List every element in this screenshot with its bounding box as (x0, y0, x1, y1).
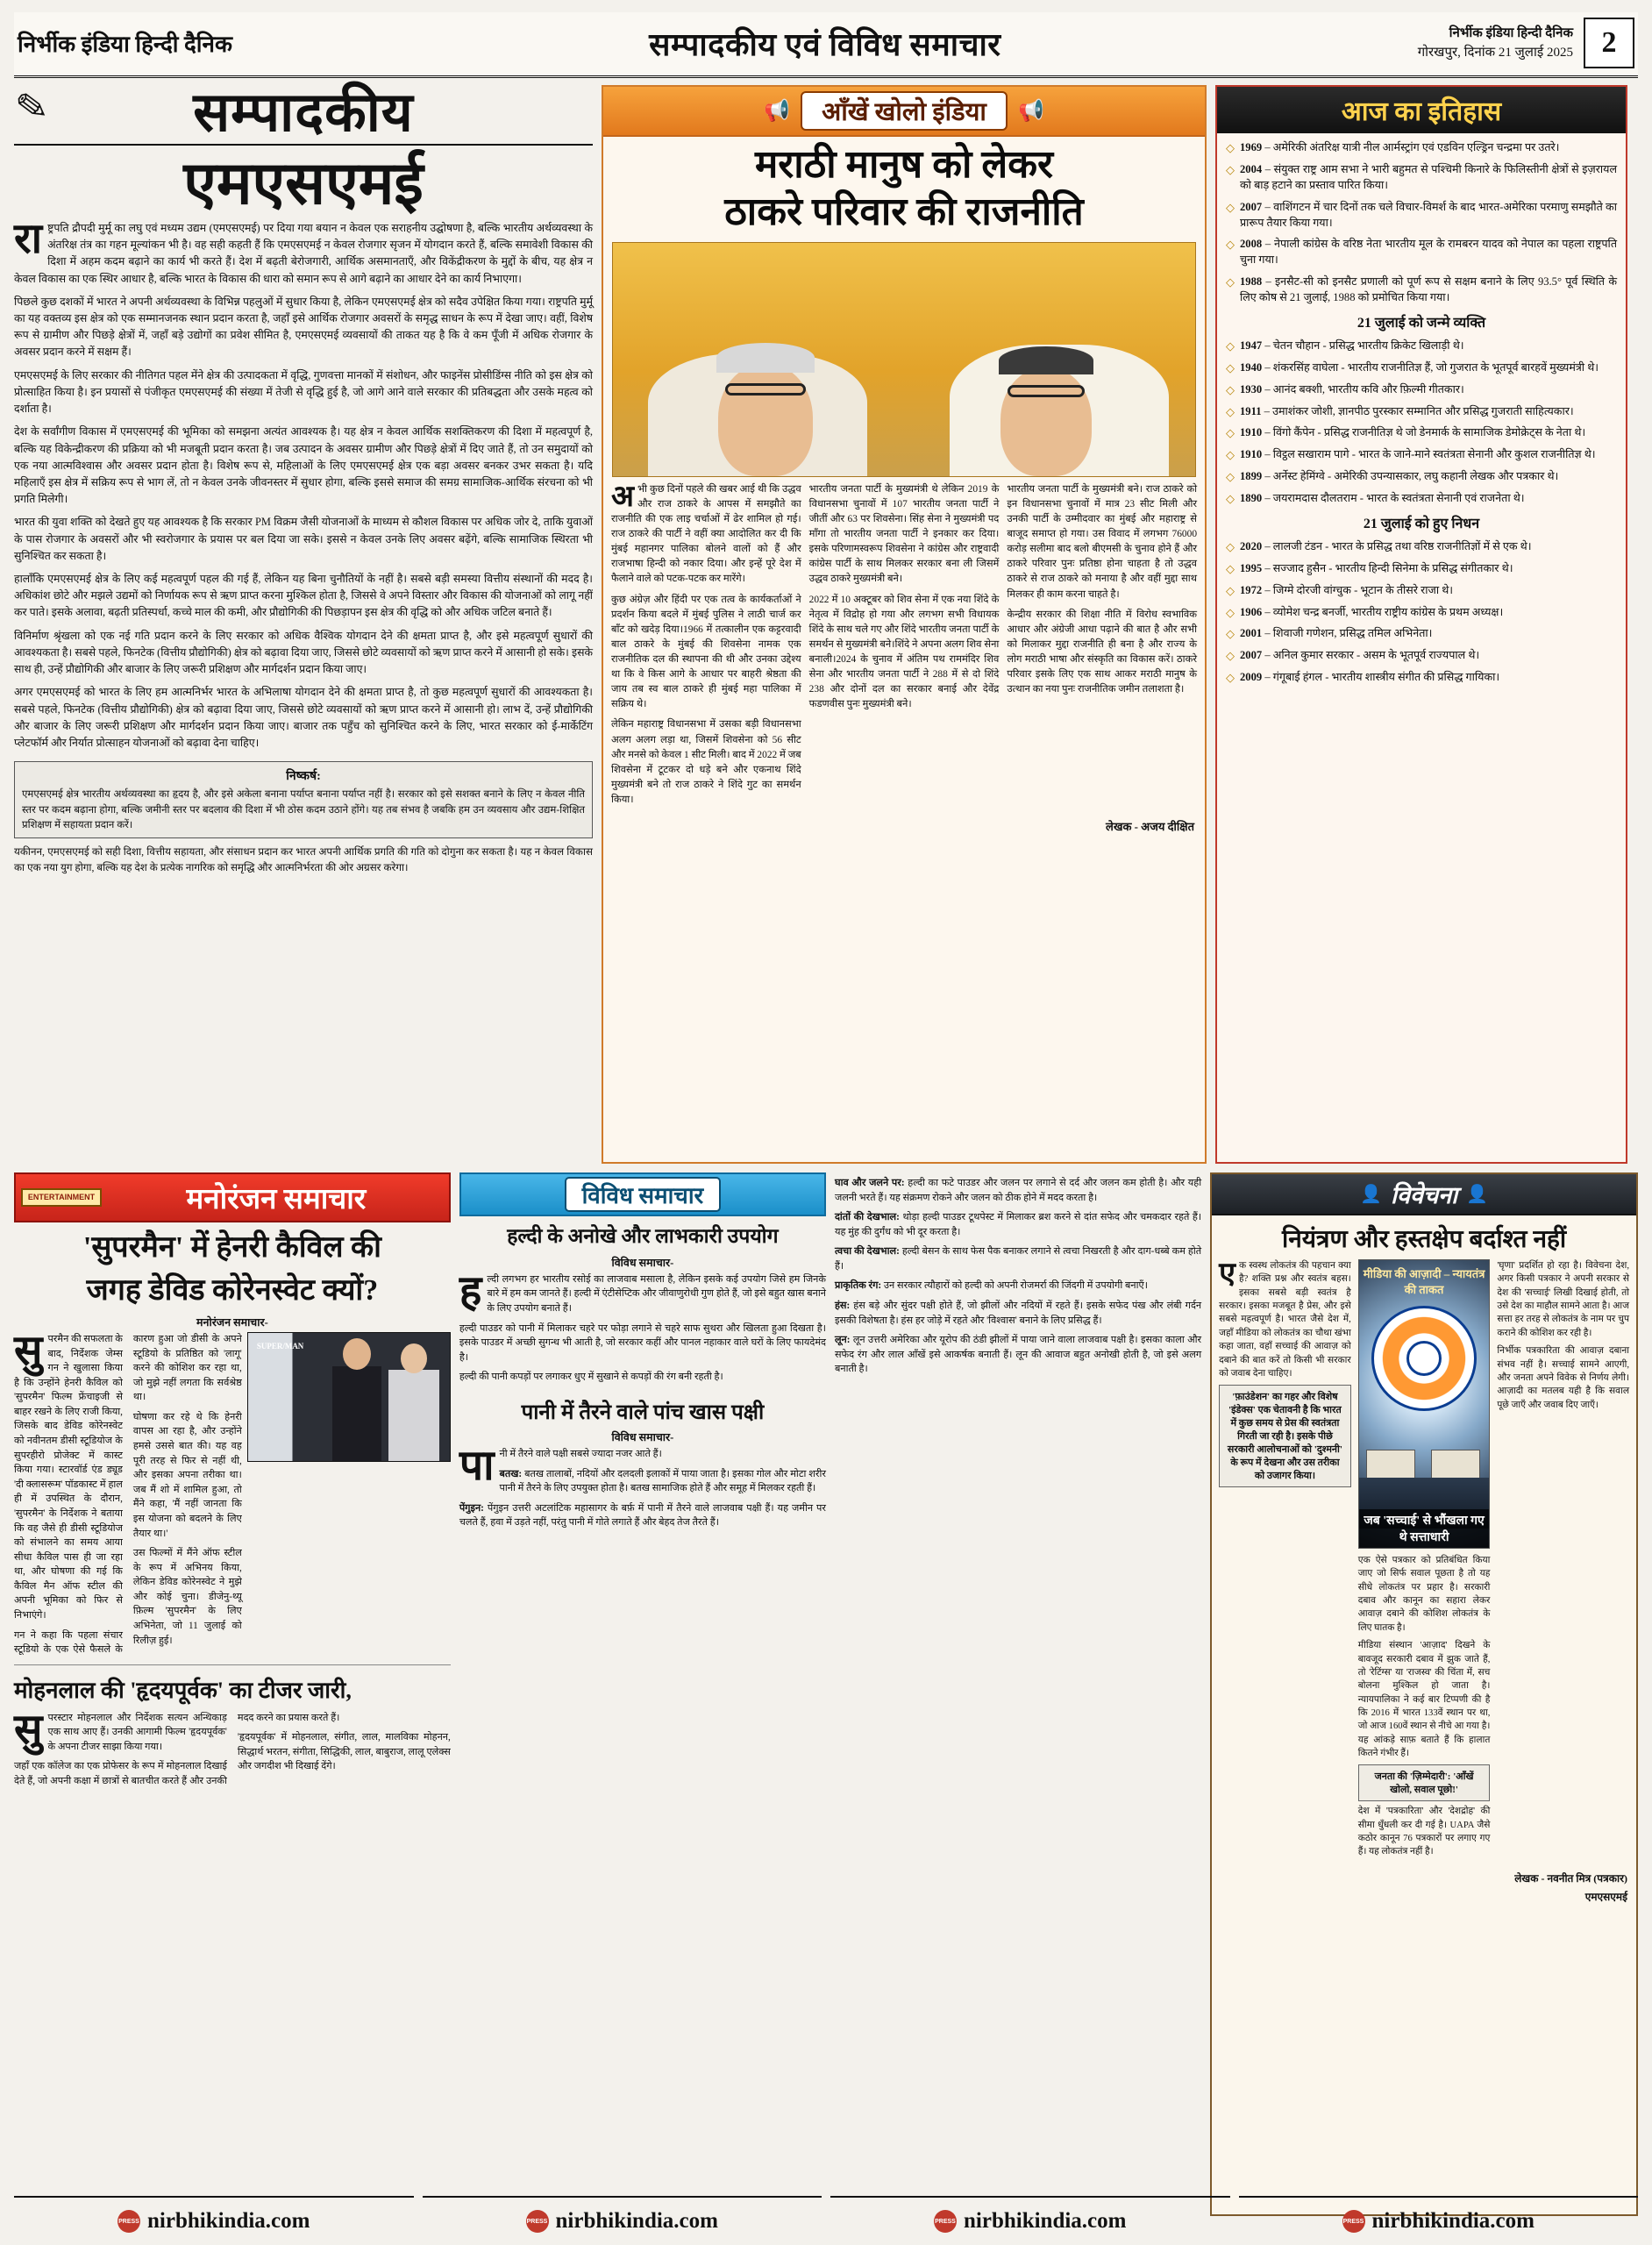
conclusion-label: निष्कर्ष: (286, 770, 321, 784)
footer-cell (830, 2196, 1230, 2245)
history-header (1217, 87, 1626, 133)
death-text: जिग्मे दोरजी वांग्चुक - भूटान के तीसरे राजा थे। (1272, 583, 1454, 596)
history-body (1217, 133, 1626, 699)
megaphone-icon-right: 📢 (1017, 99, 1044, 123)
bird-heading: हंस: (834, 1301, 851, 1312)
editorial-conclusion-box (14, 761, 593, 838)
mid-para: कुछ अंग्रेज़ और हिंदी पर एक तत्व के कार्यकर्ताओं ने प्रदर्शन किया बदले में मुंबई पुलिस ने लाठी चार्ज कर बाँट को खदेड़ दिया।1966 में तत्कालीन एक कट्टरवादी बाल ठाकरे के मुंबई की शिवसेना नामक एक राजनीतिक दल की स्थापना की थी और उनका उद्देश्य था कि वे किस आगे के आधार पर बाहरी श्रेष्ठता की जाय तब स्व बाल ठाकरे ही मुंबई महा पालिका में सक्रिय थे। (611, 594, 801, 710)
history-event: ◇ 2004 – संयुक्त राष्ट्र आम सभा ने भारी बहुमत से पश्चिमी किनारे के फिलिस्तीनी क्षेत्रों से इज़रायल को बाड़ हटाने का प्रस्ताव पारित किया। (1226, 162, 1617, 194)
quill-icon: ✎ (12, 83, 52, 132)
conclusion-text: एमएसएमई क्षेत्र भारतीय अर्थव्यवस्था का हृदय है, और इसे अकेला बनाना पर्याप्त बनाना पर्याप्त नहीं है। सरकार को इसे सशक्त बनाने के लिए न केवल नीति स्तर पर कदम बढ़ाना होगा, बल्कि जमीनी स्तर पर बदलाव की दिशा में भी ठोस कदम उठाने होंगे। यह तब संभव है जबकि हम उन व्यवसाय और उद्यम-शिक्षित प्रशिक्षण में सहायता प्रदान करें। (22, 788, 585, 831)
entertainment-banner (14, 1172, 451, 1222)
death-text: लालजी टंडन - भारत के प्रसिद्ध तथा वरिष्ठ राजनीतिज्ञों में से एक थे। (1272, 539, 1532, 552)
vividh-banner (459, 1172, 826, 1216)
entertainment-column (14, 1172, 451, 2216)
death-item: ◇ 2001 – शिवाजी गणेशन, प्रसिद्ध तमिल अभिनेता। (1226, 627, 1433, 641)
vividh-column-right (835, 1172, 1201, 2216)
history-heading: आज का इतिहास (1341, 97, 1502, 126)
editorial-column (14, 85, 593, 1164)
birth-text: विंगो कैंपेन - प्रसिद्ध राजनीतिज्ञ थे जो डेनमार्क के सामाजिक डेमोक्रेट्स के नेता थे। (1272, 426, 1586, 439)
diamond-bullet-icon: ◇ (1226, 561, 1235, 575)
mid-headline-line1: मराठी मानुष को लेकर (754, 143, 1054, 186)
mid-para: केन्द्रीय सरकार की शिक्षा नीति में विरोध स्वभाविक आधार और अंग्रेजी आधा पढ़ाने की बात है और सभी को मिलाकर मुद्दा राजनीति ही बना है और राज्य के लोग मराठी भाषा और संस्कृति का विकास करें। ठाकरे परिवार इसके लिए एक साथ आकर मराठी मानुष के उत्थान का नया पुनः राजनीतिक जमीन तलाशता है। (1007, 609, 1198, 695)
press-badge-icon: PRESS (117, 2210, 140, 2233)
mohanlal-para: सुपरस्टार मोहनलाल और निर्देशक सत्यन अन्थिकाड़ एक साथ आए हैं। उनकी आगामी फिल्म 'हृदयपूर्वक' के अपना टीजर साझा किया गया। (14, 1706, 227, 1753)
footer (14, 2196, 1638, 2245)
diamond-bullet-icon: ◇ (1226, 200, 1235, 214)
editorial-para: विनिर्माण श्रृंखला को एक नई गति प्रदान करने के लिए सरकार को अधिक वैश्विक योगदान देने की क्षमता प्राप्त है, और इसे महत्वपूर्ण सुधारों की आवश्यकता है। सबसे पहले, फिनटेक (वित्तीय प्रौद्योगिकी) क्षेत्र को बढ़ावा दिया जाए, जिससे छोटे व्यवसायों को ऋण प्राप्त करने में आसानी हो सके। इसके साथ ही, उन्हें प्रौद्योगिकी और बाजार के लिए जरूरी प्रशिक्षण और मार्गदर्शन प्रदान किया जाए। (14, 629, 593, 676)
death-year: 2020 (1240, 539, 1263, 552)
entertainment-para: उस फिल्मों में मैंने ऑफ स्टील के रूप में अभिनय किया, लेकिन डेविड कोरेनस्वेट ने मुझे और कोई चुना। डीजेनु-थ्यू फ़िल्म 'सुपरमैन' के लिए अभिनेता, जो 11 जुलाई को रिलीज़ हुई। (132, 1548, 242, 1646)
editorial-closing: यकीनन, एमएसएमई को सही दिशा, वित्तीय सहायता, और संसाधन प्रदान कर भारत अपनी आर्थिक प्रगति की गति को दोगुना कर सकता है। यह न केवल विकास का एक नया युग होगा, बल्कि यह देश के प्रत्येक नागरिक को समृद्धि और आत्मनिर्भरता की ओर अग्रसर करेगा। (14, 845, 593, 874)
death-text: गंगूबाई हंगल - भारतीय शास्त्रीय संगीत की प्रसिद्ध गायिका। (1272, 671, 1500, 684)
masthead (14, 12, 1638, 78)
vividh-section-text: हल्दी बेसन के साथ फेस पैक बनाकर लगाने से त्वचा निखरती है और दाग-धब्बे कम होते हैं। (834, 1246, 1202, 1272)
vividh-body (459, 1267, 826, 1385)
mid-para: अभी कुछ दिनों पहले की खबर आई थी कि उद्धव और राज ठाकरे के आपस में समझौते का राजनीति की एक लाइ चर्चाओं में ढेर शामिल हो गई। राज ठाकरे की पार्टी ने वहीं क्या आदोलित कर दी कि मुंबई महानगर पालिका बोलने वालों को हैं और राजभाषा हिन्दी को नकार दिया। और इन्हें पूरे देश में फैलाने वाले को पटक-पटक कर मारेंगे। (611, 480, 801, 585)
vivechna-para: 'घृणा' प्रदर्शित हो रहा है। विवेचना देश, अगर किसी पत्रकार ने अपनी सरकार से देश की 'सच्चाई' लिखी दिखाई होती, तो उसे देश का माहौल सामने आता है। आज सत्ता हर तरह से लोकतंत्र के नाम पर चुप कराने की कोशिश कर रही है। (1497, 1261, 1629, 1338)
vividh-column-left (459, 1172, 826, 2216)
vividh-para: हल्दी की पानी कपड़ों पर लगाकर धुए में सुखाने से कपड़ों की रंग बनी रहती है। (459, 1372, 723, 1383)
vividh-section-text: हल्दी का फटे पाउडर और जलन पर लगाने से दर्द और जलन कम होती है। और यही जलनी भरते हैं। यह संक्रमण रोकने और जलन को ठीक होने में मदद करता है। (834, 1178, 1202, 1203)
illustration-caption: जब 'सच्चाई' से भौंखला गए थे सत्ताधारी (1359, 1509, 1490, 1548)
divider (14, 1664, 451, 1665)
masthead-right (1418, 18, 1634, 68)
footer-url[interactable]: nirbhikindia.com (147, 2209, 310, 2233)
editorial-para: अगर एमएसएमई को भारत के लिए हम आत्मनिर्भर भारत के अभिलाषा योगदान देने की क्षमता प्राप्त है, तो कुछ महत्वपूर्ण सुधारों की आवश्यकता है। सबसे पहले, फिनटेक (वित्तीय प्रौद्योगिकी) क्षेत्र को बढ़ावा दिया जाए, जिससे छोटे व्यवसायों को ऋण प्राप्त करने में आसानी हो। लाभ दें, उन्हें प्रौद्योगिकी और बाजार के लिए जरूरी प्रशिक्षण और मार्गदर्शन प्रदान किया जाए। बाजार तक पहुँच को सुनिश्चित करने के लिए, भारत सरकार को ई-मार्केटिंग प्लेटफॉर्म और निर्यात प्रोत्साहन योजनाओं को बढ़ावा देना चाहिए। (14, 686, 593, 750)
mid-col-2 (809, 482, 1000, 813)
vividh-banner-label: विविध समाचार (565, 1177, 722, 1212)
person-left-icon: 👤 (1360, 1185, 1382, 1204)
birth-item: ◇ 1911 – उमाशंकर जोशी, ज्ञानपीठ पुरस्कार सम्मानित और प्रसिद्ध गुजराती साहित्यकार। (1226, 404, 1574, 418)
event-year: 2008 (1240, 238, 1263, 251)
diamond-bullet-icon: ◇ (1226, 382, 1235, 396)
birth-item: ◇ 1910 – विट्ठल सखाराम पागे - भारत के जाने-माने स्वतंत्रता सेनानी और कुशल राजनीतिज्ञ थे। (1226, 448, 1596, 462)
press-badge-icon: PRESS (526, 2210, 549, 2233)
birth-item: ◇ 1890 – जयरामदास दौलतराम - भारत के स्वतंत्रता सेनानी एवं राजनेता थे। (1226, 492, 1525, 505)
birds-intro: पानी में तैरने वाले पक्षी सबसे ज्यादा नजर आते हैं। (459, 1442, 662, 1489)
person-right-icon: 👤 (1466, 1185, 1489, 1204)
birth-item: ◇ 1947 – चेतन चौहान - प्रसिद्ध भारतीय क्रिकेट खिलाड़ी थे। (1226, 339, 1464, 353)
deaths-heading: 21 जुलाई को हुए निधन (1363, 516, 1480, 531)
entertainment-body (14, 1328, 451, 1657)
press-badge-icon: PRESS (1342, 2210, 1365, 2233)
illustration-header: मीडिया की आज़ादी – न्यायतंत्र की ताकत (1363, 1267, 1485, 1296)
diamond-bullet-icon: ◇ (1226, 671, 1235, 685)
entertainment-headline-line2: जगह डेविड कोरेनस्वेट क्यों? (86, 1273, 379, 1307)
vivechna-column (1210, 1172, 1638, 2216)
birds-byline: विविध समाचार- (611, 1430, 674, 1443)
mohanlal-para: 'हृदयपूर्वक' में मोहनलाल, संगीत, लाल, मालविका मोहनन, सिद्धार्थ भरतन, संगीता, सिद्धिकी, लाल, बाबुराज, लालू एलेक्स और जगदीश भी दिखाई देंगे। (237, 1732, 451, 1772)
top-section (14, 85, 1638, 1164)
vivechna-col-1 (1219, 1259, 1351, 1864)
diamond-bullet-icon: ◇ (1226, 492, 1235, 505)
vividh-sections (835, 1172, 1201, 1377)
mid-headline-line2: ठाकरे परिवार की राजनीति (724, 189, 1084, 233)
entertainment-byline: मनोरंजन समाचार- (196, 1316, 268, 1329)
death-text: सज्जाद हुसैन - भारतीय हिन्दी सिनेमा के प्रसिद्ध संगीतकार थे। (1272, 561, 1513, 574)
death-year: 1906 (1240, 605, 1263, 618)
vivechna-panel (1210, 1172, 1638, 2216)
bird-text: बतख तालाबों, नदियों और दलदली इलाकों में पाया जाता है। इसका गोल और मोटा शरीर पानी में तैरने के लिए उपयुक्त होता है। बतख सामाजिक होते हैं और समूह में मिलकर रहती हैं। (499, 1468, 826, 1494)
editorial-para: एमएसएमई के लिए सरकार की नीतिगत पहल मेंने क्षेत्र की उत्पादकता में वृद्धि, गुणवत्ता मानकों में संशोधन, और फाइनेंस प्रोसीडिंग्स नीति को इस क्षेत्र को प्रोत्साहित किया है। इन प्रयासों से पंजीकृत एमएसएमई की संख्या में तेजी से वृद्धि हुई है, जो आगे आने वाले सरकार की प्रतिबद्धता और उसके महत्व को दर्शाता है। (14, 368, 593, 416)
editorial-para: पिछले कुछ दशकों में भारत ने अपनी अर्थव्यवस्था के विभिन्न पहलुओं में सुधार किया है, लेकिन एमएसएमई क्षेत्र को सदैव उपेक्षित किया गया। राष्ट्रपति मुर्मू का यह वक्तव्य इस क्षेत्र को एक सम्मानजनक स्थान प्रदान करता है, जहाँ इसे आर्थिक रोजगार अवसरों के समृद्ध साधन के रूप में देखा जाए। वहीं, विशेष रूप से ग्रामीण और पिछड़े क्षेत्रों में, जहाँ बड़े उद्योगों का प्रवेश सीमित है, एमएसएमई व्यवसायों की ताकत यह है कि वे कम पूँजी में अधिक रोजगार के अवसर प्रदान करने में सक्षम हैं। (14, 295, 593, 359)
mid-col-1 (611, 482, 801, 813)
bird-heading: बतख: (499, 1468, 523, 1479)
event-text: अमेरिकी अंतरिक्ष यात्री नील आर्मस्ट्रांग एवं एडविन एल्ड्रिन चन्द्रमा पर उतरे। (1272, 141, 1560, 153)
death-year: 2009 (1240, 671, 1263, 684)
history-event: ◇ 2008 – नेपाली कांग्रेस के वरिष्ठ नेता भारतीय मूल के रामबरन यादव को नेपाल का पहला राष्ट्रपति चुना गया। (1226, 237, 1617, 268)
ribbon-label: आँखें खोलो इंडिया (801, 91, 1008, 131)
page-number: 2 (1584, 18, 1634, 68)
death-item: ◇ 1906 – व्योमेश चन्द्र बनर्जी, भारतीय राष्ट्रीय कांग्रेस के प्रथम अध्यक्ष। (1226, 605, 1504, 619)
event-year: 1988 (1240, 275, 1263, 289)
birth-year: 1930 (1240, 382, 1263, 396)
event-year: 1969 (1240, 141, 1263, 153)
entertainment-logo: ENTERTAINMENT (21, 1188, 102, 1208)
vivechna-body (1212, 1259, 1636, 1869)
vivechna-quote: जनता की 'ज़िम्मेदारी': 'आँखें खोलो, सवाल पूछो!' (1358, 1764, 1491, 1801)
bird-text: हंस बड़े और सुंदर पक्षी होते हैं, जो झीलों और नदियों में रहते हैं। इसके सफेद पंख और लंबी गर्दन इसकी विशेषता है। हंस हर जोड़े में रहते और 'विश्वास' बनाने के लिए प्रसिद्ध हैं। (834, 1301, 1202, 1326)
aankhen-kholo-panel (602, 85, 1207, 1164)
vividh-section-heading: घाव और जलने पर: (834, 1178, 905, 1188)
history-event: ◇ 1988 – इनसैट-सी को इनसैट प्रणाली को पूर्ण रूप से सक्षम बनाने के लिए 93.5° पूर्व स्थिति के लिए कोष से 21 जुलाई, 1988 को प्रमोचित किया गया। (1226, 274, 1617, 306)
vivechna-author: लेखक - नवनीत मित्र (पत्रकार) (1514, 1871, 1627, 1885)
diamond-bullet-icon: ◇ (1226, 404, 1235, 418)
footer-url[interactable]: nirbhikindia.com (964, 2209, 1127, 2233)
editorial-para: राष्ट्रपति द्रौपदी मुर्मू का लघु एवं मध्यम उद्यम (एमएसएमई) पर दिया गया बयान न केवल एक सराहनीय उद्घोषणा है, बल्कि भारतीय अर्थव्यवस्था के अंतरिक्ष तंत्र का गहन मूल्यांकन भी है। वह सही कहती हैं कि एमएसएमई न केवल रोजगार सृजन में योगदान करते हैं, बल्कि समावेशी विकास की दिशा में अहम कदम बढ़ाने का कार्य भी करते हैं। देश में बढ़ती बेरोजगारी, आर्थिक असमानताएँ, और विकेंद्रीकरण के मुद्दों के बीच, यह क्षेत्र न केवल विकास का एक स्थिर आधार है, बल्कि भारत के विकास की धारा को समान रूप से आगे बढ़ाने का आधार देने का कार्य निभाएगा। (14, 215, 593, 285)
diamond-bullet-icon: ◇ (1226, 339, 1235, 353)
editorial-header (14, 85, 593, 146)
death-item: ◇ 1995 – सज्जाद हुसैन - भारतीय हिन्दी सिनेमा के प्रसिद्ध संगीतकार थे। (1226, 561, 1513, 575)
mid-para: लेकिन महाराष्ट्र विधानसभा में उसका बड़ी विधानसभा अलग अलग लड़ा था, जिसमें शिवसेना को 56 सीट और मनसे को केवल 1 सीट मिली। बाद में 2022 में जब शिवसेना में टूटकर दो धड़े बने और एकनाथ शिंदे मुख्यमंत्री बने तो राज ठाकरे ने शिंदे गुट का समर्थन किया। (611, 719, 801, 805)
entertainment-banner-label: मनोरंजन समाचार (186, 1184, 367, 1215)
mid-body-columns (603, 482, 1205, 818)
vivechna-author-sub: एमएसएमई (1584, 1890, 1627, 1903)
birth-text: शंकरसिंह वाघेला - भारतीय राजनीतिज्ञ हैं, जो गुजरात के भूतपूर्व बारहवें मुख्यमंत्री थे। (1272, 360, 1599, 374)
diamond-bullet-icon: ◇ (1226, 627, 1235, 641)
vivechna-para: एक स्वस्थ लोकतंत्र की पहचान क्या है? शक्ति प्रश्न और स्वतंत्र बहस। इसका सबसे बड़ी स्वतंत्र है सरकार। इसका मजबूत है प्रेस, और इसे सबसे महत्वपूर्ण है। भारत जैसे देश में, जहाँ मीडिया को लोकतंत्र का चौथा खंभा कहा जाता, वहाँ सच्चाई की आवाज़ को दबाने की बात करें तो किसी भी सरकार को जवाब देना चाहिए। (1219, 1258, 1351, 1379)
births-heading: 21 जुलाई को जन्मे व्यक्ति (1356, 315, 1486, 331)
vivechna-col-2 (1358, 1259, 1491, 1864)
birth-year: 1899 (1240, 470, 1263, 483)
vivechna-banner-label: विवेचना (1390, 1182, 1458, 1208)
vivechna-para: देश में 'पत्रकारिता' और 'देशद्रोह' की सीमा धुँधली कर दी गई है। UAPA जैसे कठोर कानून 76 पत्रकारों पर लगाए गए हैं। यह लोकतंत्र नहीं है। (1357, 1807, 1491, 1857)
death-item: ◇ 2020 – लालजी टंडन - भारत के प्रसिद्ध तथा वरिष्ठ राजनीतिज्ञों में से एक थे। (1226, 539, 1532, 553)
mid-author: लेखक - अजय दीक्षित (1106, 820, 1194, 834)
birth-text: जयरामदास दौलतराम - भारत के स्वतंत्रता सेनानी एवं राजनेता थे। (1272, 492, 1525, 504)
vivechna-para: मीडिया संस्थान 'आज़ाद' दिखने के बावजूद सरकारी दबाव में झुक जाते हैं, तो 'रेटिंग्स' या 'राजस्व' की चिंता में, सच बोलना मुश्किल हो जाता है। न्यायपालिका ने कई बार टिप्पणी की है कि 2016 में भारत 133वें स्थान पर था, जो आज 160वें स्थान से नीचे आ गया है। यह आंकड़े साफ़ बताते हैं कि हालात कितने गंभीर हैं। (1357, 1641, 1491, 1759)
diamond-bullet-icon: ◇ (1226, 275, 1235, 289)
footer-url[interactable]: nirbhikindia.com (555, 2209, 718, 2233)
vividh-section-text: उन सरकार त्यौहारों को हल्दी को अपनी रोजमर्रा की जिंदगी में उपयोगी बनाएँ। (883, 1280, 1148, 1292)
entertainment-para: गन ने कहा कि पहला संचार स्टूडियो के एक ऐसे फैसले के कारण हुआ जो डीसी के अपने स्टूडियो के प्रतिष्ठित को 'लागू' करने की कोशिश कर रहा था, जो मुझे नहीं लगता कि सर्वश्रेष्ठ था। (14, 1334, 242, 1656)
birth-text: चेतन चौहान - प्रसिद्ध भारतीय क्रिकेट खिलाड़ी थे। (1272, 339, 1464, 352)
vividh-section-heading: त्वचा की देखभाल: (834, 1246, 900, 1258)
vivechna-para: निर्भीक पत्रकारिता की आवाज़ दबाना संभव नहीं है। सच्चाई सामने आएगी, और जनता अपने विवेक से निर्णय लेगी। आज़ादी का मतलब यही है कि सवाल पूछे जाएँ और जवाब दिए जाएँ। (1497, 1346, 1629, 1410)
birth-item: ◇ 1899 – अर्नेस्ट हेमिंग्वे - अमेरिकी उपन्यासकार, लघु कहानी लेखक और पत्रकार थे। (1226, 470, 1559, 484)
editorial-para: भारत की युवा शक्ति को देखते हुए यह आवश्यक है कि सरकार PM विक्रम जैसी योजनाओं के माध्यम से कौशल विकास पर अधिक जोर दे, ताकि युवाओं के पास रोजगार के अवसरों और भी स्वरोजगार के प्रयास पर बल दिया जा सके। इससे न केवल उनके लिए अवसर बढ़ेंगे, बल्कि सामाजिक स्थिरता भी सुनिश्चित कर सकता है। (14, 516, 593, 562)
birth-text: विट्ठल सखाराम पागे - भारत के जाने-माने स्वतंत्रता सेनानी और कुशल राजनीतिज्ञ थे। (1272, 448, 1596, 461)
entertainment-headline-line1: 'सुपरमैन' में हेनरी कैविल की (82, 1231, 381, 1264)
vividh-para: हल्दी लगभग हर भारतीय रसोई का लाजवाब मसाला है, लेकिन इसके कई उपयोग जिसे हम जिनके बारे में हम कम जानते हैं। हल्दी में एंटीसेप्टिक और जीवाणुरोधी गुण होते हैं, जो इसे बहुत खास बनाने के लिए उपयोग बनाते हैं। (459, 1267, 826, 1315)
editorial-para: देश के सर्वांगीण विकास में एमएसएमई की भूमिका को समझना अत्यंत आवश्यक है। यह क्षेत्र न केवल आर्थिक सशक्तिकरण की दिशा में महत्वपूर्ण है, बल्कि यह विकेन्द्रीकरण की प्रक्रिया को भी मजबूती प्रदान करता है। जब उत्पादन के अवसर ग्रामीण और पिछड़े क्षेत्रों में दिए जाते हैं, तो उन समुदायों को एक नया आत्मविश्वास और अवसर प्रदान होता है। विशेष रूप से, महिलाओं के लिए एमएसएमई क्षेत्र एक बड़ा अवसर बनकर उभर सकता है। यदि महिलाएँ इस क्षेत्र में सक्रिय रूप से भाग लें, तो न केवल उनके जीवनस्तर में सुधार होगा, बल्कि इससे समाज की समग्र सामाजिक-आर्थिक संरचना को भी प्रगति मिलेगी। (14, 425, 593, 506)
death-year: 1972 (1240, 583, 1263, 596)
birth-item: ◇ 1940 – शंकरसिंह वाघेला - भारतीय राजनीतिज्ञ हैं, जो गुजरात के भूतपूर्व बारहवें मुख्यमंत्री थे। (1226, 360, 1599, 374)
aankhen-kholo-column (602, 85, 1207, 1164)
diamond-bullet-icon: ◇ (1226, 238, 1235, 252)
birth-item: ◇ 1910 – विंगो कैंपेन - प्रसिद्ध राजनीतिज्ञ थे जो डेनमार्क के सामाजिक डेमोक्रेट्स के नेता थे। (1226, 426, 1586, 440)
entertainment-para: घोषणा कर रहे थे कि हेनरी वापस आ रहा है, और उन्होंने हमसे उससे बात की। यह वह पूरी तरह से फिर से नहीं थी, और इसका अपना तरीका था। जब मैं शो में शामिल हुआ, तो मैंने कहा, 'मैं नहीं जानता कि इस योजना को बदलने के लिए तैयार था।' (132, 1411, 242, 1539)
press-badge-icon: PRESS (934, 2210, 957, 2233)
vivechna-headline: नियंत्रण और हस्तक्षेप बर्दाश्त नहीं (1281, 1226, 1567, 1253)
birth-year: 1911 (1240, 404, 1262, 417)
death-year: 2007 (1240, 649, 1263, 662)
death-item: ◇ 2009 – गंगूबाई हंगल - भारतीय शास्त्रीय संगीत की प्रसिद्ध गायिका। (1226, 671, 1500, 685)
mid-col-3 (1007, 482, 1197, 813)
entertainment-para: सुपरमैन की सफलता के बाद, निर्देशक जेम्स गन ने खुलासा किया है कि उन्होंने हेनरी कैविल को 'सुपरमैन' फिल्म फ्रेंचाइजी से बाहर रखने के लिए राजी किया, जिसके बाद डेविड कोरेनस्वेट को नवीनतम डीसी स्टूडियोज के सुपरहीरो प्रोजेक्ट में कास्ट किया गया। स्टारवॉर्ड एंड ड्यूड 'दी क्लासरूम' पॉडकास्ट में हाल ही में उपस्थित के दौरान, 'सुपरमैन' के निर्देशक ने बताया कि वह जैसे ही डीसी स्टूडियोज को संभालने का समय आया सीधा कैविल पास ही जा रहा था, और घोषणा की गई कि कैविल मैन ऑफ स्टील की अपनी भूमिका को फिर से निभाएंगे। (14, 1328, 123, 1621)
mid-para: भारतीय जनता पार्टी के मुख्यमंत्री बने। राज ठाकरे को इन विधानसभा चुनावों में मात्र 23 सीट मिली और उनकी पार्टी के उम्मीदवार का मुंबई और महाराष्ट्र से बाजूद समाप्त हो गया। उस विवाद में लगभग 76000 करोड़ सलीमा बाद बलो बीएमसी के चुनाव होने हैं और ठाकरे परिवार पुनः प्रतिष्ठा होना चाहता है तो उद्धव ठाकरे से राज ठाकरे को मनाया है और वहीं मुद्दा साथ मिलकर ही काम करना चाहते है। (1007, 483, 1198, 600)
vivechna-col-3 (1497, 1259, 1629, 1864)
vivechna-pullquote: 'फ़ाउंडेशन' का गहर और विशेष 'इंडेक्स' एक चेतावनी है कि भारत में कुछ समय से प्रेस की स्वतंत्रता गिरती जा रही है। इसके पीछे सरकारी आलोचनाओं को 'दुश्मनी' के रूप में देखना और उस तरीका को उजागर किया। (1219, 1385, 1351, 1487)
mid-para: 2022 में 10 अक्टूबर को शिव सेना में एक नया शिंदे के नेतृत्व में विद्रोह हो गया और लगभग सभी विधायक शिंदे के साथ चले गए और शिंदे भारतीय जनता पार्टी के समर्थन से मुख्यमंत्री बने।शिंदे ने अपना अलग शिव सेना बनाली।2024 के चुनाव में अंतिम पथ राममंदिर शिव सेना और भारतीय जनता पार्टी ने 288 में से दो शिंदे 238 और दोनों दल का सरकार बनाई और देवेंद्र फडणवीस पुनः मुख्यमंत्री बने। (808, 594, 1000, 710)
birth-item: ◇ 1930 – आनंद बक्शी, भारतीय कवि और फ़िल्मी गीतकार। (1226, 382, 1464, 396)
history-event: ◇ 2007 – वाशिंगटन में चार दिनों तक चले विचार-विमर्श के बाद भारत-अमेरिका परमाणु समझौते का प्रारूप तैयार किया गया। (1226, 200, 1617, 232)
diamond-bullet-icon: ◇ (1226, 426, 1235, 440)
diamond-bullet-icon: ◇ (1226, 470, 1235, 484)
bottom-section (14, 1172, 1638, 2216)
thackeray-photo (612, 242, 1196, 477)
footer-cell (1239, 2196, 1639, 2245)
footer-cell (14, 2196, 414, 2245)
birth-year: 1890 (1240, 492, 1263, 504)
birth-text: उमाशंकर जोशी, ज्ञानपीठ पुरस्कार सम्मानित और प्रसिद्ध गुजराती साहित्यकार। (1272, 404, 1574, 417)
diamond-bullet-icon: ◇ (1226, 539, 1235, 553)
birth-year: 1940 (1240, 360, 1263, 374)
death-year: 1995 (1240, 561, 1263, 574)
birth-text: आनंद बक्शी, भारतीय कवि और फ़िल्मी गीतकार। (1272, 382, 1464, 396)
death-year: 2001 (1240, 627, 1263, 640)
bird-text: लून उत्तरी अमेरिका और यूरोप की ठंडी झीलों में पाया जाने वाला लाजवाब पक्षी है। इसका काला और सफेद रंग और लाल आँखें इसे आकर्षक बनाती हैं। लून की आवाज बहुत अनोखी होती है, जो इसे अलग बनाती है। (834, 1335, 1202, 1375)
birth-text: अर्नेस्ट हेमिंग्वे - अमेरिकी उपन्यासकार, लघु कहानी लेखक और पत्रकार थे। (1272, 470, 1559, 483)
diamond-bullet-icon: ◇ (1226, 141, 1235, 154)
vividh-byline: विविध समाचार- (611, 1256, 674, 1269)
death-item: ◇ 2007 – अनिल कुमार सरकार - असम के भूतपूर्व राज्यपाल थे। (1226, 649, 1480, 663)
masthead-right-title: निर्भीक इंडिया हिन्दी दैनिक (1449, 25, 1573, 40)
editorial-kicker: सम्पादकीय (193, 83, 414, 143)
event-text: इनसैट-सी को इनसैट प्रणाली को पूर्ण रूप से सक्षम बनाने के लिए 93.5° पूर्व स्थिति के लिए कोष से 21 जुलाई, 1988 को प्रमोचित किया गया। (1240, 275, 1618, 303)
bird-heading: लून: (834, 1335, 851, 1346)
diamond-bullet-icon: ◇ (1226, 448, 1235, 462)
vivechna-para: एक ऐसे पत्रकार को प्रतिबंधित किया जाए जो सिर्फ सवाल पूछता है तो यह सीधे लोकतंत्र पर प्रहार है। सरकारी दबाव और कानून का सहारा लेकर आवाज़ दबाने की कोशिश लोकतंत्र के लिए घातक है। (1357, 1556, 1491, 1633)
vivechna-banner (1212, 1174, 1636, 1215)
masthead-date: गोरखपुर, दिनांक 21 जुलाई 2025 (1417, 46, 1573, 60)
vividh-title: हल्दी के अनोखे और लाभकारी उपयोग (507, 1225, 779, 1247)
superman-cast-photo: SUPER/MAN (247, 1332, 451, 1462)
event-text: नेपाली कांग्रेस के वरिष्ठ नेता भारतीय मूल के रामबरन यादव को नेपाल का पहला राष्ट्रपति चुना गया। (1240, 238, 1617, 267)
event-text: वाशिंगटन में चार दिनों तक चले विचार-विमर्श के बाद भारत-अमेरिका परमाणु समझौते का प्रारूप तैयार किया गया। (1240, 200, 1617, 229)
vividh-section-text: थोड़ा हल्दी पाउडर टूथपेस्ट में मिलाकर ब्रश करने से दांत सफेद और चमकदार रहते हैं। यह मुंह की दुर्गंध को भी दूर करता है। (834, 1212, 1202, 1237)
birth-year: 1910 (1240, 448, 1263, 461)
vividh-section-heading: दांतों की देखभाल: (834, 1212, 900, 1223)
vivechna-illustration (1358, 1259, 1491, 1549)
birth-year: 1947 (1240, 339, 1263, 352)
bird-heading: पेंगुइन: (459, 1502, 484, 1514)
birth-year: 1910 (1240, 426, 1263, 439)
diamond-bullet-icon: ◇ (1226, 162, 1235, 176)
diamond-bullet-icon: ◇ (1226, 583, 1235, 597)
aankhen-kholo-ribbon (603, 87, 1205, 137)
megaphone-icon-left: 📢 (764, 99, 791, 123)
vividh-para: हल्दी पाउडर को पानी में मिलाकर चहरे पर फोड़ा लगाने से चहरे साफ सुथरा और खिलता हुआ दिखता है। इसके पाउडर में अच्छी सुगन्ध भी आती है, जो सरकार कहीं और पानल नहाकार वाले घरों के लिए फायदेमंद है। (459, 1322, 826, 1363)
footer-cell (423, 2196, 822, 2245)
event-text: संयुक्त राष्ट्र आम सभा ने भारी बहुमत से पश्चिमी किनारे के फिलिस्तीनी क्षेत्रों से इज़रायल को बाड़ हटाने का प्रस्ताव पारित किया। (1240, 162, 1617, 191)
death-item: ◇ 1972 – जिग्मे दोरजी वांग्चुक - भूटान के तीसरे राजा थे। (1226, 583, 1454, 597)
masthead-left-title: निर्भीक इंडिया हिन्दी दैनिक (18, 32, 232, 57)
diamond-bullet-icon: ◇ (1226, 605, 1235, 619)
event-year: 2007 (1240, 200, 1263, 213)
history-event: ◇ 1969 – अमेरिकी अंतरिक्ष यात्री नील आर्मस्ट्रांग एवं एडविन एल्ड्रिन चन्द्रमा पर उतरे। (1226, 141, 1560, 154)
death-text: व्योमेश चन्द्र बनर्जी, भारतीय राष्ट्रीय कांग्रेस के प्रथम अध्यक्ष। (1272, 605, 1504, 618)
diamond-bullet-icon: ◇ (1226, 360, 1235, 374)
history-panel (1215, 85, 1627, 1164)
editorial-para: हालाँकि एमएसएमई क्षेत्र के लिए कई महत्वपूर्ण पहल की गई हैं, लेकिन यह बिना चुनौतियों के नहीं है। सबसे बड़ी समस्या वित्तीय संस्थानों की मदद है। अधिकांश छोटे और मझले उद्यमों को निर्णायक रूप से ऋण प्राप्त करना मुश्किल होता है, जिससे वे अपने विस्तार और विकास की योजनाओं को लागू नहीं कर पाते। इसके अलावा, बढ़ती प्रतिस्पर्धा, कच्चे माल की कमी, और प्रौद्योगिकी की पिछड़ापन इस क्षेत्र की वृद्धि को और अधिक जटिल बनाते हैं। (14, 573, 593, 619)
death-text: अनिल कुमार सरकार - असम के भूतपूर्व राज्यपाल थे। (1272, 649, 1480, 662)
history-column (1215, 85, 1627, 1164)
mohanlal-para: जहाँ एक कॉलेज का एक प्रोफेसर के रूप में मोहनलाल दिखाई देते हैं, जो अपनी कक्षा में छात्रों से बातचीत करते हैं और उनकी मदद करने का प्रयास करते हैं। (14, 1712, 340, 1786)
editorial-title: एमएसएमई (183, 150, 424, 217)
mid-para: भारतीय जनता पार्टी के मुख्यमंत्री थे लेकिन 2019 के विधानसभा चुनावों में 107 भारतीय जनता पार्टी ने जीतीं और 63 पर शिवसेना। सिंह सेना ने मुख्यमंत्री पद माँगा तो भारतीय जनता पार्टी ने इनकार कर दिया। इसके परिणामस्वरूप शिवसेना ने कांग्रेस और राष्ट्रवादी कांग्रेस पार्टी के साथ मिलकर सरकार बना ली जिसमें उद्धव ठाकरे मुख्यमंत्री बने। (808, 483, 1000, 585)
birds-title: पानी में तैरने वाले पांच खास पक्षी (521, 1400, 765, 1424)
vividh-section-heading: प्राकृतिक रंग: (834, 1280, 882, 1292)
death-text: शिवाजी गणेशन, प्रसिद्ध तमिल अभिनेता। (1272, 627, 1433, 640)
mohanlal-headline: मोहनलाल की 'हृदयपूर्वक' का टीजर जारी, (14, 1677, 352, 1703)
event-year: 2004 (1240, 162, 1263, 175)
page-title: सम्पादकीय एवं विविध समाचार (649, 26, 1001, 62)
footer-url[interactable]: nirbhikindia.com (1371, 2209, 1535, 2233)
bird-text: पेंगुइन उत्तरी अटलांटिक महासागर के बर्फ़ में पानी में तैरने वाले लाजवाब पक्षी हैं। यह जमीन पर चलते हैं, हवा में उड़ते नहीं, परंतु पानी में गोते लगाते हैं और बेहद तेज तैरते हैं। (459, 1502, 826, 1529)
editorial-body (14, 215, 593, 758)
diamond-bullet-icon: ◇ (1226, 649, 1235, 663)
